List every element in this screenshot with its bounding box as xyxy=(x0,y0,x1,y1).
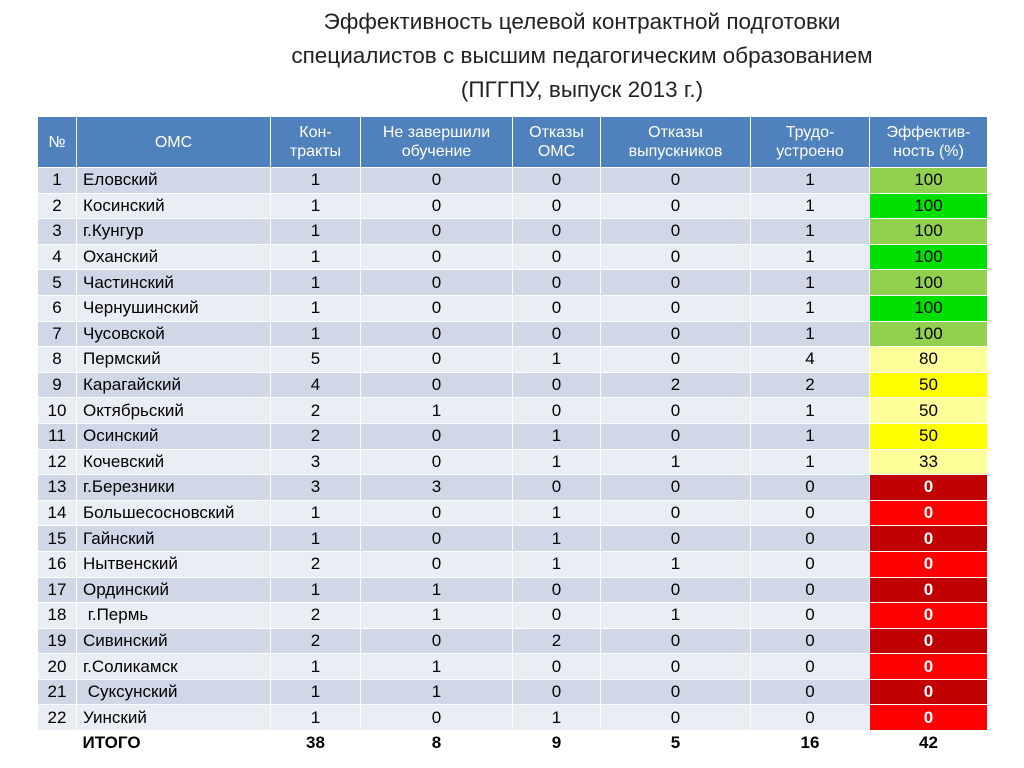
cell-num: 21 xyxy=(38,679,77,705)
table-row xyxy=(38,193,988,219)
cell-oms-refusals: 0 xyxy=(513,219,601,245)
cell-efficiency: 0 xyxy=(870,679,988,705)
cell-not-finished: 0 xyxy=(361,705,513,731)
cell-oms-name: Уинский xyxy=(77,705,271,731)
cell-efficiency: 50 xyxy=(870,372,988,398)
slide-title xyxy=(70,5,1024,107)
cell-contracts: 1 xyxy=(271,500,361,526)
cell-contracts: 2 xyxy=(271,423,361,449)
header-efficiency: Эффектив- ность (%) xyxy=(870,117,988,168)
cell-not-finished: 1 xyxy=(361,603,513,629)
table-row xyxy=(38,321,988,347)
total-label: ИТОГО xyxy=(77,731,271,756)
cell-contracts: 1 xyxy=(271,168,361,194)
cell-contracts: 1 xyxy=(271,654,361,680)
cell-num: 8 xyxy=(38,347,77,373)
table-row xyxy=(38,449,988,475)
cell-efficiency: 100 xyxy=(870,270,988,296)
header-oms-refusals: Отказы ОМС xyxy=(513,117,601,168)
cell-not-finished: 0 xyxy=(361,244,513,270)
cell-num: 1 xyxy=(38,168,77,194)
cell-oms-name: Кочевский xyxy=(77,449,271,475)
cell-contracts: 1 xyxy=(271,705,361,731)
cell-oms-name: г.Березники xyxy=(77,475,271,501)
total-row xyxy=(38,731,988,756)
cell-employed: 1 xyxy=(751,219,870,245)
cell-oms-name: Чернушинский xyxy=(77,295,271,321)
cell-grad-refusals: 0 xyxy=(601,679,751,705)
cell-grad-refusals: 0 xyxy=(601,347,751,373)
table-row xyxy=(38,244,988,270)
cell-employed: 1 xyxy=(751,449,870,475)
cell-not-finished: 0 xyxy=(361,168,513,194)
cell-employed: 4 xyxy=(751,347,870,373)
cell-num: 4 xyxy=(38,244,77,270)
cell-not-finished: 0 xyxy=(361,500,513,526)
total-grad-refusals: 5 xyxy=(601,731,751,756)
cell-grad-refusals: 0 xyxy=(601,244,751,270)
cell-not-finished: 0 xyxy=(361,526,513,552)
cell-grad-refusals: 0 xyxy=(601,295,751,321)
cell-oms-name: Октябрьский xyxy=(77,398,271,424)
cell-efficiency: 100 xyxy=(870,193,988,219)
cell-efficiency: 0 xyxy=(870,526,988,552)
cell-num: 13 xyxy=(38,475,77,501)
cell-num: 11 xyxy=(38,423,77,449)
cell-grad-refusals: 0 xyxy=(601,526,751,552)
cell-oms-refusals: 0 xyxy=(513,321,601,347)
cell-efficiency: 0 xyxy=(870,577,988,603)
table-row xyxy=(38,168,988,194)
header-row xyxy=(38,117,988,168)
cell-grad-refusals: 0 xyxy=(601,193,751,219)
cell-contracts: 3 xyxy=(271,449,361,475)
cell-contracts: 4 xyxy=(271,372,361,398)
table-row xyxy=(38,654,988,680)
cell-employed: 1 xyxy=(751,398,870,424)
cell-employed: 0 xyxy=(751,705,870,731)
cell-num: 5 xyxy=(38,270,77,296)
cell-grad-refusals: 0 xyxy=(601,500,751,526)
cell-not-finished: 0 xyxy=(361,193,513,219)
cell-employed: 1 xyxy=(751,193,870,219)
cell-oms-refusals: 0 xyxy=(513,398,601,424)
efficiency-table xyxy=(37,116,988,756)
cell-not-finished: 0 xyxy=(361,551,513,577)
cell-oms-name: Чусовской xyxy=(77,321,271,347)
cell-num: 22 xyxy=(38,705,77,731)
cell-oms-refusals: 1 xyxy=(513,526,601,552)
total-contracts: 38 xyxy=(271,731,361,756)
table-row xyxy=(38,603,988,629)
cell-oms-refusals: 0 xyxy=(513,577,601,603)
cell-grad-refusals: 0 xyxy=(601,654,751,680)
cell-num: 16 xyxy=(38,551,77,577)
table-body xyxy=(38,168,988,731)
cell-employed: 1 xyxy=(751,270,870,296)
cell-oms-name: г.Пермь xyxy=(77,603,271,629)
cell-contracts: 1 xyxy=(271,193,361,219)
table-row xyxy=(38,398,988,424)
table-row xyxy=(38,705,988,731)
cell-employed: 0 xyxy=(751,628,870,654)
cell-oms-refusals: 1 xyxy=(513,551,601,577)
cell-num: 15 xyxy=(38,526,77,552)
total-efficiency: 42 xyxy=(870,731,988,756)
cell-not-finished: 0 xyxy=(361,347,513,373)
cell-oms-name: Косинский xyxy=(77,193,271,219)
cell-employed: 0 xyxy=(751,577,870,603)
cell-grad-refusals: 0 xyxy=(601,321,751,347)
table-row xyxy=(38,423,988,449)
header-employed: Трудо- устроено xyxy=(751,117,870,168)
cell-not-finished: 1 xyxy=(361,577,513,603)
cell-oms-refusals: 0 xyxy=(513,679,601,705)
cell-contracts: 2 xyxy=(271,551,361,577)
cell-oms-name: Сивинский xyxy=(77,628,271,654)
cell-not-finished: 0 xyxy=(361,219,513,245)
table-row xyxy=(38,577,988,603)
cell-oms-name: Осинский xyxy=(77,423,271,449)
cell-contracts: 2 xyxy=(271,398,361,424)
cell-efficiency: 50 xyxy=(870,398,988,424)
total-not-finished: 8 xyxy=(361,731,513,756)
cell-grad-refusals: 0 xyxy=(601,705,751,731)
cell-contracts: 2 xyxy=(271,628,361,654)
cell-employed: 0 xyxy=(751,551,870,577)
cell-oms-refusals: 0 xyxy=(513,244,601,270)
cell-oms-name: Большесосновский xyxy=(77,500,271,526)
table-row xyxy=(38,270,988,296)
cell-num: 2 xyxy=(38,193,77,219)
cell-not-finished: 1 xyxy=(361,679,513,705)
header-not-finished: Не завершили обучение xyxy=(361,117,513,168)
cell-contracts: 1 xyxy=(271,270,361,296)
cell-contracts: 1 xyxy=(271,321,361,347)
cell-num: 19 xyxy=(38,628,77,654)
cell-grad-refusals: 1 xyxy=(601,551,751,577)
cell-efficiency: 0 xyxy=(870,628,988,654)
title-line-2: специалистов с высшим педагогическим образованием xyxy=(291,43,873,68)
cell-grad-refusals: 0 xyxy=(601,270,751,296)
cell-num: 7 xyxy=(38,321,77,347)
total-employed: 16 xyxy=(751,731,870,756)
cell-oms-refusals: 1 xyxy=(513,500,601,526)
cell-contracts: 1 xyxy=(271,295,361,321)
cell-not-finished: 0 xyxy=(361,295,513,321)
header-grad-refusals: Отказы выпускников xyxy=(601,117,751,168)
table-row xyxy=(38,475,988,501)
cell-grad-refusals: 0 xyxy=(601,628,751,654)
cell-contracts: 1 xyxy=(271,244,361,270)
cell-num: 10 xyxy=(38,398,77,424)
cell-efficiency: 100 xyxy=(870,244,988,270)
cell-employed: 1 xyxy=(751,168,870,194)
cell-not-finished: 0 xyxy=(361,449,513,475)
table-row xyxy=(38,295,988,321)
cell-employed: 0 xyxy=(751,526,870,552)
cell-grad-refusals: 0 xyxy=(601,398,751,424)
header-oms: ОМС xyxy=(77,117,271,168)
cell-oms-name: Суксунский xyxy=(77,679,271,705)
table-row xyxy=(38,372,988,398)
cell-oms-name: Пермский xyxy=(77,347,271,373)
cell-not-finished: 3 xyxy=(361,475,513,501)
cell-num: 14 xyxy=(38,500,77,526)
cell-oms-name: Гайнский xyxy=(77,526,271,552)
cell-contracts: 1 xyxy=(271,577,361,603)
cell-oms-refusals: 0 xyxy=(513,270,601,296)
total-num xyxy=(38,731,77,756)
cell-grad-refusals: 0 xyxy=(601,423,751,449)
cell-oms-refusals: 0 xyxy=(513,475,601,501)
cell-efficiency: 100 xyxy=(870,295,988,321)
cell-num: 6 xyxy=(38,295,77,321)
cell-oms-refusals: 0 xyxy=(513,168,601,194)
cell-not-finished: 1 xyxy=(361,654,513,680)
cell-grad-refusals: 1 xyxy=(601,603,751,629)
table-row xyxy=(38,551,988,577)
total-oms-refusals: 9 xyxy=(513,731,601,756)
title-line-3: (ПГГПУ, выпуск 2013 г.) xyxy=(460,77,704,102)
cell-contracts: 1 xyxy=(271,679,361,705)
cell-oms-name: Нытвенский xyxy=(77,551,271,577)
cell-num: 18 xyxy=(38,603,77,629)
table-row xyxy=(38,347,988,373)
cell-not-finished: 1 xyxy=(361,398,513,424)
cell-oms-refusals: 0 xyxy=(513,193,601,219)
cell-employed: 0 xyxy=(751,500,870,526)
cell-not-finished: 0 xyxy=(361,423,513,449)
cell-efficiency: 50 xyxy=(870,423,988,449)
cell-not-finished: 0 xyxy=(361,372,513,398)
cell-employed: 0 xyxy=(751,603,870,629)
cell-efficiency: 0 xyxy=(870,551,988,577)
cell-employed: 1 xyxy=(751,244,870,270)
cell-oms-refusals: 0 xyxy=(513,295,601,321)
cell-oms-refusals: 2 xyxy=(513,628,601,654)
table-row xyxy=(38,219,988,245)
cell-grad-refusals: 0 xyxy=(601,475,751,501)
cell-oms-name: Карагайский xyxy=(77,372,271,398)
cell-efficiency: 100 xyxy=(870,219,988,245)
cell-oms-name: Частинский xyxy=(77,270,271,296)
cell-oms-refusals: 1 xyxy=(513,347,601,373)
cell-not-finished: 0 xyxy=(361,628,513,654)
cell-num: 3 xyxy=(38,219,77,245)
cell-oms-name: Ординский xyxy=(77,577,271,603)
cell-employed: 0 xyxy=(751,679,870,705)
cell-efficiency: 0 xyxy=(870,654,988,680)
cell-oms-refusals: 0 xyxy=(513,654,601,680)
table-row xyxy=(38,679,988,705)
cell-grad-refusals: 0 xyxy=(601,577,751,603)
cell-employed: 2 xyxy=(751,372,870,398)
cell-num: 20 xyxy=(38,654,77,680)
cell-efficiency: 0 xyxy=(870,475,988,501)
cell-contracts: 3 xyxy=(271,475,361,501)
cell-contracts: 1 xyxy=(271,219,361,245)
cell-grad-refusals: 0 xyxy=(601,168,751,194)
cell-oms-refusals: 0 xyxy=(513,603,601,629)
cell-oms-name: г.Соликамск xyxy=(77,654,271,680)
cell-contracts: 5 xyxy=(271,347,361,373)
cell-oms-refusals: 1 xyxy=(513,423,601,449)
cell-grad-refusals: 0 xyxy=(601,219,751,245)
cell-oms-refusals: 1 xyxy=(513,705,601,731)
cell-oms-name: г.Кунгур xyxy=(77,219,271,245)
cell-contracts: 1 xyxy=(271,526,361,552)
title-line-1: Эффективность целевой контрактной подготовки xyxy=(323,9,841,34)
cell-employed: 0 xyxy=(751,475,870,501)
cell-efficiency: 0 xyxy=(870,705,988,731)
cell-efficiency: 100 xyxy=(870,321,988,347)
cell-num: 12 xyxy=(38,449,77,475)
cell-oms-name: Оханский xyxy=(77,244,271,270)
cell-efficiency: 80 xyxy=(870,347,988,373)
cell-num: 17 xyxy=(38,577,77,603)
cell-grad-refusals: 1 xyxy=(601,449,751,475)
cell-employed: 1 xyxy=(751,423,870,449)
cell-grad-refusals: 2 xyxy=(601,372,751,398)
cell-efficiency: 0 xyxy=(870,500,988,526)
cell-oms-refusals: 1 xyxy=(513,449,601,475)
cell-employed: 1 xyxy=(751,295,870,321)
cell-oms-name: Еловский xyxy=(77,168,271,194)
cell-efficiency: 0 xyxy=(870,603,988,629)
cell-oms-refusals: 0 xyxy=(513,372,601,398)
cell-not-finished: 0 xyxy=(361,270,513,296)
cell-efficiency: 100 xyxy=(870,168,988,194)
cell-employed: 0 xyxy=(751,654,870,680)
table-row xyxy=(38,500,988,526)
header-contracts: Кон- тракты xyxy=(271,117,361,168)
cell-num: 9 xyxy=(38,372,77,398)
cell-not-finished: 0 xyxy=(361,321,513,347)
cell-employed: 1 xyxy=(751,321,870,347)
header-num: № xyxy=(38,117,77,168)
cell-contracts: 2 xyxy=(271,603,361,629)
table-row xyxy=(38,526,988,552)
table-row xyxy=(38,628,988,654)
cell-efficiency: 33 xyxy=(870,449,988,475)
